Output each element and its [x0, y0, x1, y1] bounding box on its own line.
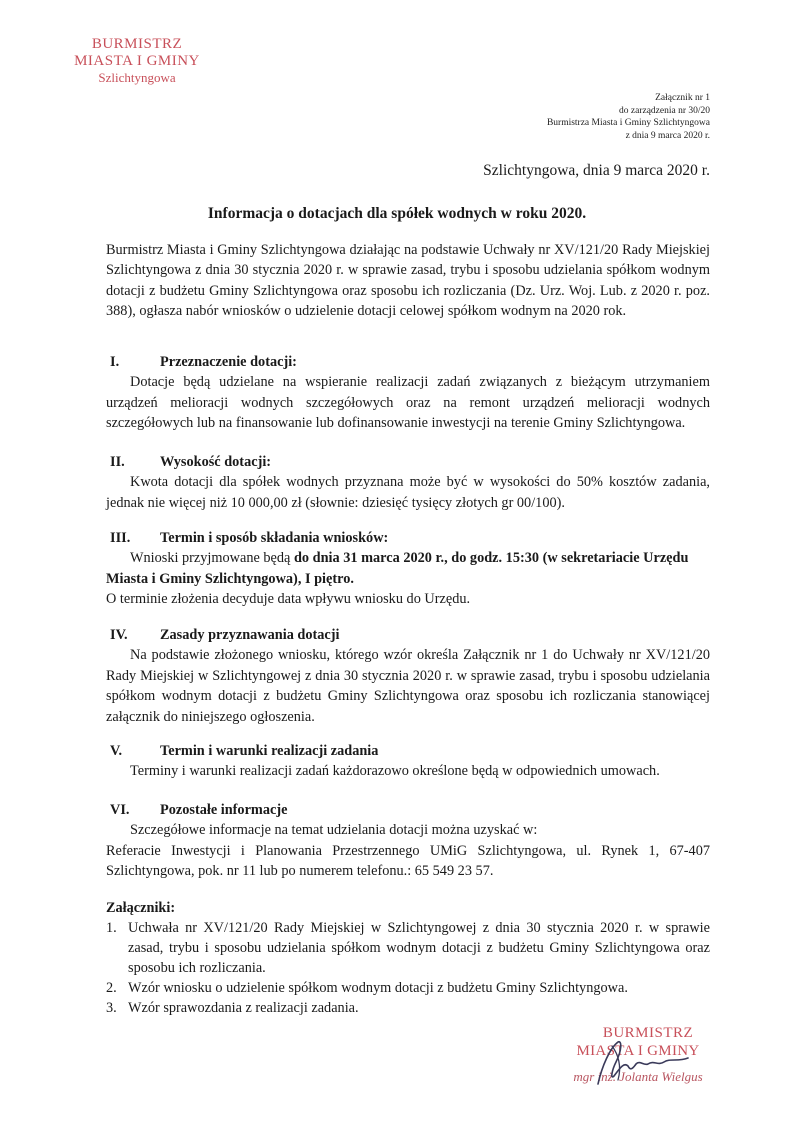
annex-note [547, 92, 710, 142]
deadline-lead: Wnioski przyjmowane będą [130, 550, 294, 567]
attachments-list [106, 918, 710, 1018]
section-number: IV. [110, 627, 128, 643]
contact-info: Referacie Inwestycji i Planowania Przestrzennego UMiG Szlichtyngowa, ul. Rynek 1, 67-407 Szlichtyngowa, pok. nr 11 lub po numerem telefonu.: 65 549 23 57. [106, 842, 710, 880]
section-title: Przeznaczenie dotacji: [160, 354, 297, 370]
annex-line-3: Burmistrza Miasta i Gminy Szlichtyngowa [546, 118, 710, 128]
section-4 [106, 625, 710, 727]
item-number: 1. [106, 920, 117, 936]
section-2 [106, 452, 710, 513]
list-item [106, 978, 710, 998]
section-title: Termin i sposób składania wniosków: [160, 530, 389, 546]
section-text: Dotacje będą udzielane na wspieranie realizacji zadań związanych z bieżącym utrzymaniem urządzeń melioracji wodnych szczegółowych oraz na remont urządzeń melioracji wodnych szczegółowych lub na finansowanie lub dofinansowanie inwestycji na terenie Gminy Szlichtyngowa. [106, 374, 710, 432]
item-text: Uchwała nr XV/121/20 Rady Miejskiej w Szlichtyngowej z dnia 30 stycznia 2020 r. w sprawie zasad, trybu i sposobu udzielania spółkom wodnym dotacji z budżetu Gminy Szlichtyngowa oraz sposobu ich rozliczania. [128, 920, 710, 976]
list-item [106, 998, 710, 1018]
section-heading [106, 452, 710, 472]
annex-line-2: do zarządzenia nr 30/20 [619, 105, 710, 116]
list-item [106, 918, 710, 978]
section-1 [106, 352, 710, 434]
stamp-line-3: Szlichtyngowa [98, 69, 176, 85]
document-title: Informacja o dotacjach dla spółek wodnych w roku 2020. [207, 205, 587, 222]
section-text: Terminy i warunki realizacji zadań każdorazowo określone będą w odpowiednich umowach. [130, 763, 660, 780]
section-title: Zasady przyznawania dotacji [160, 627, 340, 643]
section-number: V. [110, 743, 123, 759]
section-text: Kwota dotacji dla spółek wodnych przyznana może być w wysokości do 50% kosztów zadania, jednak nie więcej niż 10 000,00 zł (słownie: dziesięć tysięcy złotych gr 00/100). [106, 474, 710, 511]
stamp-line-2: MIASTA I GMINY [576, 1043, 700, 1059]
attachments [106, 898, 710, 1018]
section-3 [106, 528, 710, 610]
section-text [106, 548, 710, 589]
section-number: VI. [110, 802, 130, 818]
section-6 [106, 800, 710, 882]
stamp-name: mgr inż. Jolanta Wielgus [573, 1069, 703, 1084]
item-number: 3. [106, 1000, 117, 1016]
section-text: Na podstawie złożonego wniosku, którego wzór określa Załącznik nr 1 do Uchwały nr XV/121/20 Rady Miejskiej w Szlichtyngowej z dnia 30 stycznia 2020 r. w sprawie zasad, trybu i sposobu udzielania spółkom wodnym dotacji z budżetu Gminy Szlichtyngowa oraz sposobu ich rozliczania stanowiącej załącznik do niniejszego ogłoszenia. [106, 647, 710, 725]
section-heading [106, 741, 710, 761]
section-title: Pozostałe informacje [160, 802, 288, 818]
section-heading [106, 352, 710, 372]
stamp-line-1: BURMISTRZ [91, 36, 183, 52]
section-title: Wysokość dotacji: [160, 454, 272, 470]
section-heading [106, 800, 710, 820]
mayor-stamp-top [72, 36, 202, 85]
item-number: 2. [106, 980, 117, 996]
item-text: Wzór sprawozdania z realizacji zadania. [128, 1000, 359, 1016]
annex-line-1: Załącznik nr 1 [655, 93, 710, 103]
stamp-line-2: MIASTA I GMINY [74, 53, 200, 70]
section-number: II. [110, 454, 125, 470]
handwritten-signature [588, 1036, 708, 1092]
place-date: Szlichtyngowa, dnia 9 marca 2020 r. [483, 162, 710, 179]
section-text: Szczegółowe informacje na temat udzielania dotacji można uzyskać w: [130, 822, 538, 839]
annex-line-4: z dnia 9 marca 2020 r. [625, 130, 710, 141]
item-text: Wzór wniosku o udzielenie spółkom wodnym dotacji z budżetu Gminy Szlichtyngowa. [128, 980, 628, 996]
section-title: Termin i warunki realizacji zadania [160, 743, 379, 759]
section-number: I. [110, 354, 120, 370]
section-heading [106, 528, 710, 548]
stamp-line-1: BURMISTRZ [602, 1025, 694, 1041]
section-5 [106, 741, 710, 782]
section-heading [106, 625, 710, 645]
section-note: O terminie złożenia decyduje data wpływu wniosku do Urzędu. [106, 591, 471, 608]
intro-paragraph: Burmistrz Miasta i Gminy Szlichtyngowa działając na podstawie Uchwały nr XV/121/20 Rady Miejskiej Szlichtyngowa z dnia 30 stycznia 2020 r. w sprawie zasad, trybu i sposobu udzielania spółkom wodnym dotacji z budżetu Gminy Szlichtyngowa oraz sposobu ich rozliczania (Dz. Urz. Woj. Lub. z 2020 r. poz. 388), ogłasza nabór wniosków o udzielenie dotacji celowej spółkom wodnym na 2020 rok. [106, 242, 710, 320]
attachments-heading: Załączniki: [106, 900, 176, 916]
deadline-bold: do dnia 31 marca 2020 r., do godz. 15:30 (w sekretariacie Urzędu Miasta i Gminy Szlichtyngowa), I piętro. [106, 550, 689, 587]
section-number: III. [110, 530, 131, 546]
